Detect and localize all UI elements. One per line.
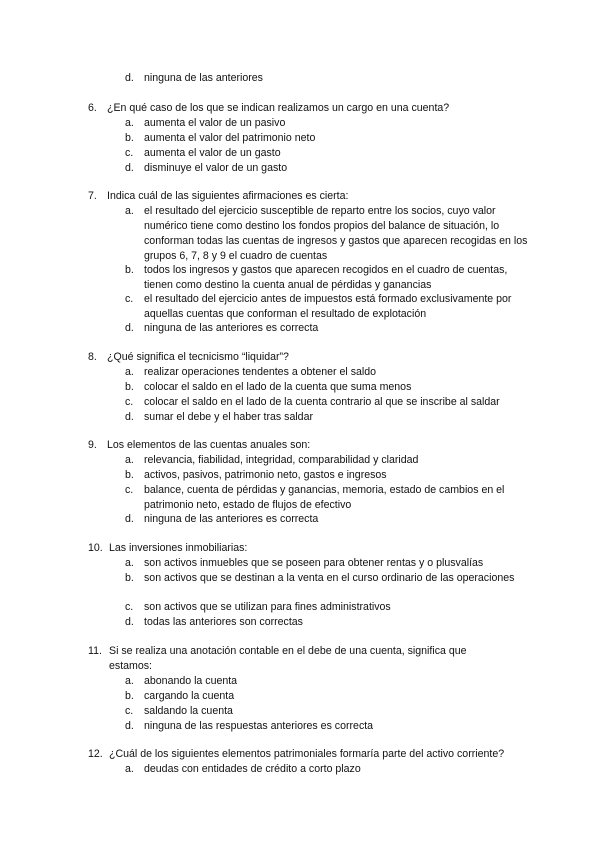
option-letter: c. [125,705,134,717]
question-8-option-c [125,395,535,410]
option-letter: b. [125,469,134,481]
option-text: ninguna de las anteriores es correcta [144,322,319,334]
question-8 [88,350,548,365]
option-text: todos los ingresos y gastos que aparecen recogidos en el cuadro de cuentas, tienen como destino la cuenta anual de pérdidas y ganancias [144,264,508,291]
option-letter: d. [125,322,134,334]
question-number: 12. [88,748,103,760]
question-7-option-d [125,321,535,336]
question-11-option-a [125,674,535,689]
option-text: el resultado del ejercicio susceptible de reparto entre los socios, cuyo valor numérico tiene como destino los fondos propios del balance de situación, lo conforman todas las cuentas de ingresos y gastos que aparecen recogidas en los grupos 6, 7, 8 y 9 el cuadro de cuentas [144,205,528,262]
option-text: colocar el saldo en el lado de la cuenta que suma menos [144,381,412,393]
question-text: ¿Qué significa el tecnicismo “liquidar”? [107,351,289,363]
question-10-option-a [125,556,535,571]
question-6-option-c [125,146,535,161]
option-letter: a. [125,366,134,378]
question-number: 7. [88,190,97,202]
question-6-option-d [125,161,535,176]
option-letter: b. [125,572,134,584]
question-number: 8. [88,351,97,363]
option-text: activos, pasivos, patrimonio neto, gastos e ingresos [144,469,387,481]
question-9-option-d [125,512,535,527]
question-number: 11. [88,645,102,657]
question-6-option-a [125,116,535,131]
option-text: todas las anteriores son correctas [144,616,303,628]
option-text: cargando la cuenta [144,690,235,702]
question-10-option-c [125,600,535,615]
option-letter: d. [125,720,134,732]
option-letter: b. [125,264,134,276]
question-text: Indica cuál de las siguientes afirmaciones es cierta: [107,190,349,202]
option-text: son activos que se utilizan para fines administrativos [144,601,391,613]
option-text: son activos que se destinan a la venta en el curso ordinario de las operaciones [144,572,515,584]
question-7-option-b [125,263,535,293]
option-text: deudas con entidades de crédito a corto plazo [144,763,361,775]
option-text: son activos inmuebles que se poseen para obtener rentas y o plusvalías [144,557,484,569]
option-text: disminuye el valor de un gasto [144,162,288,174]
question-9 [88,438,548,453]
question-text: ¿Cuál de los siguientes elementos patrimoniales formaría parte del activo corriente? [109,748,505,760]
option-letter: d. [125,162,134,174]
question-text: Si se realiza una anotación contable en el debe de una cuenta, significa que estamos: [109,645,467,672]
option-text: aumenta el valor de un gasto [144,147,281,159]
option-letter: a. [125,675,134,687]
option-letter: b. [125,381,134,393]
question-text: Las inversiones inmobiliarias: [109,542,248,554]
question-number: 6. [88,102,97,114]
option-text: ninguna de las anteriores [144,72,263,84]
option-letter: a. [125,557,134,569]
option-letter: a. [125,205,134,217]
question-12-option-a [125,762,535,777]
option-text: aumenta el valor del patrimonio neto [144,132,316,144]
option-letter: d. [125,513,134,525]
option-letter: d. [125,72,134,84]
question-7-option-a [125,204,535,264]
question-9-option-b [125,468,535,483]
option-letter: c. [125,147,134,159]
question-text: Los elementos de las cuentas anuales son: [107,439,311,451]
option-letter: a. [125,117,134,129]
option-prev-d [125,71,535,86]
question-10-option-b [125,571,535,586]
option-text: ninguna de las respuestas anteriores es correcta [144,720,374,732]
option-text: aumenta el valor de un pasivo [144,117,286,129]
option-letter: d. [125,616,134,628]
question-8-option-a [125,365,535,380]
question-10-option-d [125,615,535,630]
option-letter: a. [125,763,134,775]
question-7 [88,189,548,204]
question-6-option-b [125,131,535,146]
option-letter: c. [125,293,134,305]
option-letter: b. [125,690,134,702]
question-11-option-d [125,719,535,734]
option-text: sumar el debe y el haber tras saldar [144,411,313,423]
option-letter: b. [125,132,134,144]
option-letter: d. [125,411,134,423]
question-11-option-c [125,704,535,719]
question-9-option-c [125,483,535,513]
question-text: ¿En qué caso de los que se indican realizamos un cargo en una cuenta? [107,102,450,114]
option-text: saldando la cuenta [144,705,233,717]
option-text: ninguna de las anteriores es correcta [144,513,319,525]
question-7-option-c [125,292,535,322]
option-letter: c. [125,396,134,408]
option-text: relevancia, fiabilidad, integridad, comparabilidad y claridad [144,454,419,466]
option-text: colocar el saldo en el lado de la cuenta contrario al que se inscribe al saldar [144,396,500,408]
option-letter: a. [125,454,134,466]
question-number: 10. [88,542,103,554]
question-6 [88,101,548,116]
question-11-option-b [125,689,535,704]
question-number: 9. [88,439,97,451]
option-letter: c. [125,484,134,496]
option-text: balance, cuenta de pérdidas y ganancias, memoria, estado de cambios en el patrimonio neto, estado de flujos de efectivo [144,484,505,511]
question-10 [88,541,548,556]
option-text: realizar operaciones tendentes a obtener el saldo [144,366,377,378]
question-11 [88,644,548,674]
question-12 [88,747,558,762]
option-text: abonando la cuenta [144,675,238,687]
question-9-option-a [125,453,535,468]
question-8-option-b [125,380,535,395]
question-8-option-d [125,410,535,425]
option-letter: c. [125,601,134,613]
option-text: el resultado del ejercicio antes de impuestos está formado exclusivamente por aquellas cuentas que conforman el resultado de explotación [144,293,512,320]
